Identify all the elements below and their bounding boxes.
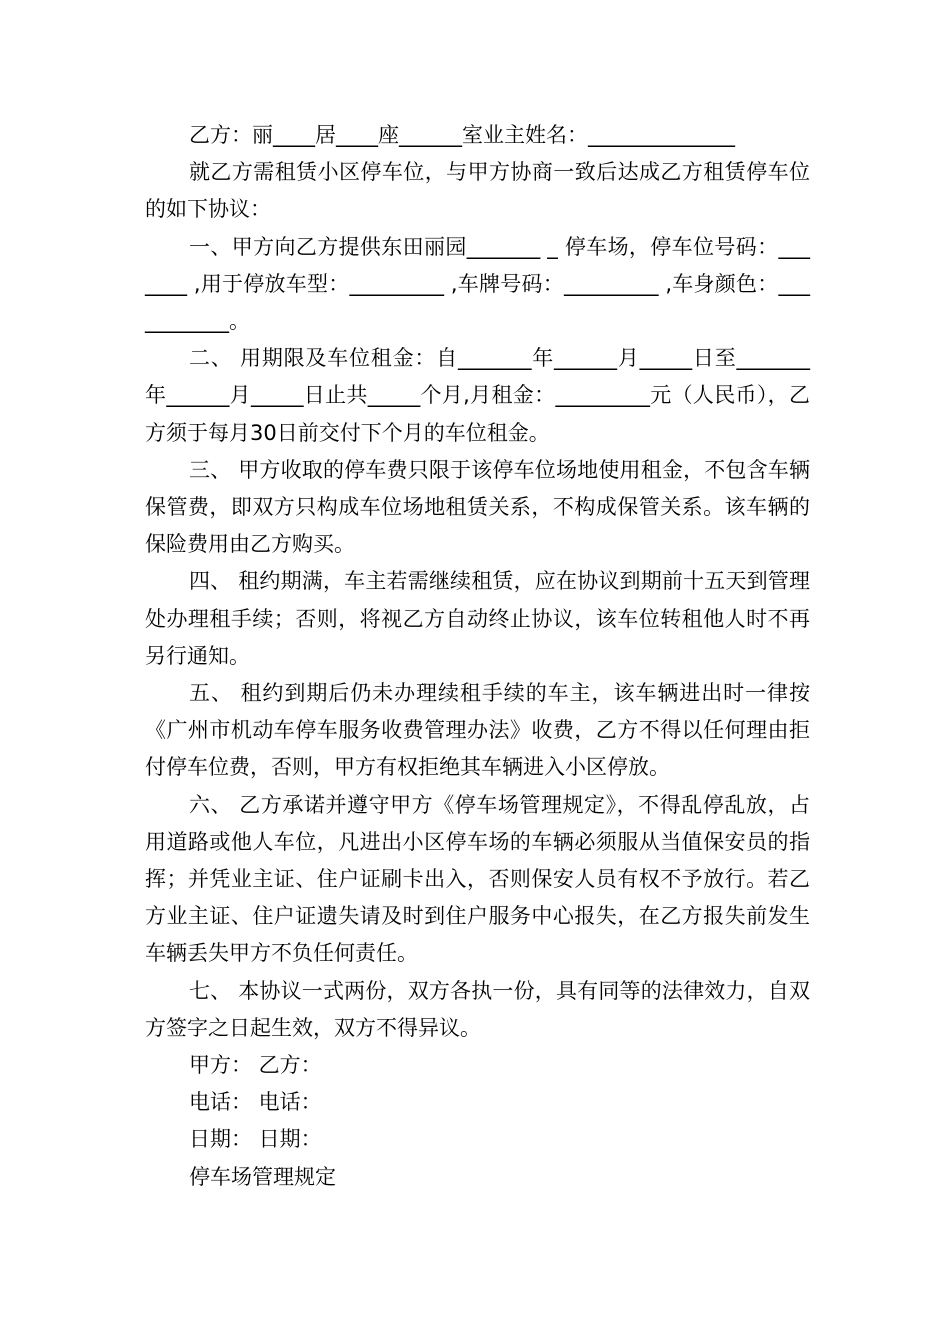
clause-2: 二、 用期限及车位租金：自_______年______月_____日至_______年______月_____日止共_____个月,月租金：_________元（人民币），乙方须于每月30日前交付下个月的车位租金。 [145, 346, 810, 445]
clause-6: 六、 乙方承诺并遵守甲方《停车场管理规定》，不得乱停乱放，占用道路或他人车位，凡进出小区停车场的车辆必须服从当值保安员的指挥；并凭业主证、住户证刷卡出入，否则保安人员有权不予放行。若乙方业主证、住户证遗失请及时到住户服务中心报失，在乙方报失前发生车辆丢失甲方不负任何责任。 [145, 792, 810, 966]
next-section-heading: 停车场管理规定 [189, 1164, 336, 1189]
clause-1: 一、甲方向乙方提供东田丽园_______ _ 停车场，停车位号码：_______ ,用于停放车型：_________ ,车牌号码：_________ ,车身颜色：___________。 [145, 234, 810, 334]
agreement-intro: 就乙方需租赁小区停车位，与甲方协商一致后达成乙方租赁停车位的如下协议： [145, 160, 810, 222]
signature-party-line: 甲方： 乙方： [189, 1053, 322, 1078]
clause-4: 四、 租约期满，车主若需继续租赁，应在协议到期前十五天到管理处办理租手续；否则，将视乙方自动终止协议，该车位转租他人时不再另行通知。 [145, 569, 810, 668]
clause-5: 五、 租约到期后仍未办理续租手续的车主，该车辆进出时一律按《广州市机动车停车服务收费管理办法》收费，乙方不得以任何理由拒付停车位费，否则，甲方有权拒绝其车辆进入小区停放。 [145, 681, 810, 780]
document-body [145, 117, 810, 1196]
signature-date-line: 日期： 日期： [189, 1127, 322, 1152]
signature-phone-line: 电话： 电话： [189, 1090, 322, 1115]
clause-7: 七、 本协议一式两份，双方各执一份，具有同等的法律效力，自双方签字之日起生效，双方不得异议。 [145, 978, 810, 1040]
party-b-line: 乙方：丽____居____座______室业主姓名：______________ [189, 123, 735, 147]
clause-3: 三、 甲方收取的停车费只限于该停车位场地使用租金，不包含车辆保管费，即双方只构成车位场地租赁关系，不构成保管关系。该车辆的保险费用由乙方购买。 [145, 457, 810, 557]
